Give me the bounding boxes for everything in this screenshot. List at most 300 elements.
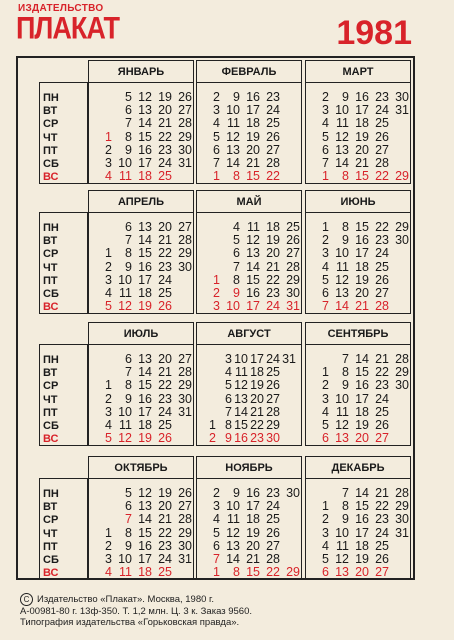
day-number: 9 [342, 90, 349, 104]
day-number: 25 [266, 365, 280, 380]
day-number: 12 [234, 378, 248, 393]
day-number: 30 [178, 538, 192, 553]
day-number: 30 [178, 391, 192, 406]
day-number: 29 [395, 499, 409, 514]
day-number: 1 [209, 418, 216, 432]
day-number: 1 [105, 378, 112, 393]
day-number: 12 [226, 129, 240, 144]
month-header-divider [196, 344, 302, 345]
day-number: 11 [119, 565, 132, 580]
month-header-divider [305, 344, 411, 345]
weekday-label: ПН [43, 92, 59, 104]
day-number: 9 [342, 233, 349, 248]
day-number: 14 [335, 156, 349, 170]
day-number: 21 [250, 404, 264, 419]
day-number: 16 [355, 233, 369, 248]
day-number: 29 [286, 565, 300, 580]
day-number: 4 [105, 418, 112, 432]
footer-line-2: А-00981-80 г. 13ф-350. Т. 1,2 млн. Ц. 3 к. Заказ 9560. [20, 606, 253, 617]
day-number: 17 [355, 391, 369, 406]
day-number: 16 [138, 391, 152, 406]
day-number: 11 [119, 169, 132, 184]
day-number: 25 [375, 404, 389, 419]
weekday-label: ЧТ [43, 393, 58, 406]
day-number: 9 [225, 431, 232, 446]
day-number: 14 [355, 486, 369, 500]
day-number: 3 [105, 272, 112, 287]
day-number: 20 [158, 103, 172, 118]
day-number: 9 [125, 538, 132, 553]
day-number: 10 [226, 103, 240, 118]
footer-line-1: Издательство «Плакат». Москва, 1980 г. [37, 594, 214, 606]
day-number: 9 [125, 391, 132, 406]
day-number: 23 [250, 431, 264, 446]
day-number: 8 [342, 365, 349, 380]
day-number: 2 [213, 286, 220, 300]
day-number: 8 [233, 169, 240, 184]
day-number: 9 [125, 259, 132, 274]
day-number: 6 [233, 246, 240, 261]
day-number: 12 [335, 418, 349, 432]
weekday-box [39, 344, 88, 446]
day-number: 3 [322, 103, 329, 118]
day-number: 3 [105, 156, 112, 170]
month-header-divider [88, 478, 194, 479]
month-name: АПРЕЛЬ [117, 196, 164, 208]
day-number: 12 [118, 299, 132, 314]
day-number: 5 [322, 418, 329, 432]
weekday-box [39, 82, 88, 184]
day-number: 23 [375, 378, 389, 393]
day-number: 1 [322, 499, 329, 514]
day-number: 25 [158, 565, 172, 580]
day-number: 1 [213, 565, 220, 580]
day-number: 31 [395, 525, 409, 540]
weekday-label: ВС [43, 301, 59, 314]
day-number: 31 [178, 156, 192, 170]
weekday-label: ПТ [43, 274, 58, 287]
weekday-label: СБ [43, 554, 59, 566]
day-number: 29 [178, 378, 192, 393]
day-number: 21 [158, 116, 172, 131]
day-number: 1 [322, 169, 329, 184]
day-number: 30 [266, 431, 280, 446]
day-number: 19 [246, 129, 260, 144]
weekday-label: ВС [43, 567, 59, 580]
day-number: 14 [226, 156, 240, 170]
day-number: 2 [105, 538, 112, 553]
day-number: 15 [355, 169, 369, 184]
day-number: 11 [227, 116, 240, 131]
day-number: 3 [213, 499, 220, 514]
day-number: 5 [322, 552, 329, 566]
weekday-label: ВТ [43, 367, 58, 380]
day-number: 30 [395, 233, 409, 248]
day-number: 22 [158, 246, 172, 261]
day-number: 24 [158, 272, 172, 287]
day-number: 22 [375, 499, 389, 514]
day-number: 13 [138, 499, 152, 514]
day-number: 19 [355, 129, 369, 144]
day-number: 3 [322, 246, 329, 261]
day-number: 9 [233, 90, 240, 104]
month-name: ИЮНЬ [340, 196, 376, 208]
day-number: 16 [355, 378, 369, 393]
day-number: 3 [213, 299, 220, 314]
day-number: 14 [335, 299, 349, 314]
footer-line-3: Типография издательства «Горьковская правда». [20, 617, 240, 628]
day-number: 8 [342, 499, 349, 514]
day-number: 22 [266, 169, 280, 184]
day-number: 26 [158, 299, 172, 314]
day-number: 8 [233, 272, 240, 287]
copyright-icon: С [20, 593, 33, 606]
day-number: 21 [375, 352, 389, 366]
day-number: 28 [178, 116, 192, 131]
day-number: 18 [246, 512, 260, 527]
day-number: 21 [355, 299, 369, 314]
day-number: 2 [209, 431, 216, 446]
day-number: 29 [266, 418, 280, 432]
day-number: 10 [226, 299, 240, 314]
day-number: 5 [125, 90, 132, 104]
day-number: 4 [233, 220, 240, 234]
day-number: 2 [105, 391, 112, 406]
day-number: 20 [246, 538, 260, 553]
day-number: 17 [355, 103, 369, 118]
day-number: 17 [138, 156, 152, 170]
day-number: 18 [355, 259, 369, 274]
day-number: 12 [226, 525, 240, 540]
day-number: 24 [158, 404, 172, 419]
day-number: 25 [375, 538, 389, 553]
day-number: 1 [322, 220, 329, 234]
day-number: 13 [226, 538, 240, 553]
weekday-label: СР [43, 514, 59, 527]
day-number: 11 [336, 404, 349, 419]
month-header-divider [88, 82, 194, 83]
day-number: 21 [246, 552, 260, 566]
day-number: 28 [266, 552, 280, 566]
month-header-divider [196, 212, 302, 213]
day-number: 10 [234, 352, 248, 366]
day-number: 28 [395, 486, 409, 500]
weekday-label: ВС [43, 433, 59, 446]
day-number: 25 [158, 418, 172, 432]
day-number: 27 [375, 142, 389, 157]
weekday-label: СР [43, 248, 59, 261]
day-number: 28 [375, 156, 389, 170]
day-number: 13 [226, 142, 240, 157]
footer-imprint [20, 593, 252, 628]
day-number: 5 [213, 129, 220, 144]
day-number: 4 [322, 259, 329, 274]
weekday-label: ЧТ [43, 527, 58, 540]
day-number: 26 [286, 233, 300, 248]
day-number: 19 [355, 272, 369, 287]
day-number: 15 [138, 525, 152, 540]
day-number: 2 [213, 90, 220, 104]
weekday-label: ЧТ [43, 261, 58, 274]
day-number: 4 [105, 565, 112, 580]
day-number: 18 [138, 286, 152, 300]
day-number: 14 [138, 365, 152, 380]
day-number: 12 [335, 552, 349, 566]
day-number: 20 [355, 286, 369, 300]
day-number: 5 [322, 129, 329, 144]
day-number: 11 [247, 220, 260, 234]
weekday-label: СБ [43, 288, 59, 300]
day-number: 19 [158, 90, 172, 104]
day-number: 6 [322, 286, 329, 300]
day-number: 20 [158, 352, 172, 366]
day-number: 29 [286, 272, 300, 287]
month-header-divider [305, 82, 411, 83]
day-number: 6 [225, 391, 232, 406]
day-number: 6 [322, 142, 329, 157]
day-number: 7 [342, 352, 349, 366]
day-number: 6 [213, 142, 220, 157]
day-number: 5 [105, 299, 112, 314]
day-number: 31 [282, 352, 296, 366]
day-number: 27 [266, 391, 280, 406]
day-number: 17 [246, 299, 260, 314]
day-number: 5 [125, 486, 132, 500]
day-number: 21 [158, 512, 172, 527]
day-number: 10 [118, 272, 132, 287]
day-number: 4 [105, 169, 112, 184]
day-number: 14 [355, 352, 369, 366]
day-number: 18 [246, 116, 260, 131]
day-number: 3 [225, 352, 232, 366]
day-number: 27 [375, 431, 389, 446]
weekday-label: СР [43, 380, 59, 393]
day-number: 3 [213, 103, 220, 118]
day-number: 24 [266, 352, 280, 366]
day-number: 31 [395, 103, 409, 118]
day-number: 28 [178, 233, 192, 248]
day-number: 3 [105, 404, 112, 419]
day-number: 11 [336, 259, 349, 274]
day-number: 11 [235, 365, 248, 380]
day-number: 30 [286, 486, 300, 500]
day-number: 7 [125, 233, 132, 248]
day-number: 26 [375, 418, 389, 432]
day-number: 18 [266, 220, 280, 234]
day-number: 13 [138, 220, 152, 234]
day-number: 19 [266, 233, 280, 248]
day-number: 11 [227, 512, 240, 527]
day-number: 3 [105, 552, 112, 566]
day-number: 30 [395, 512, 409, 527]
month-name: ДЕКАБРЬ [331, 462, 385, 474]
month-header-divider [88, 344, 194, 345]
day-number: 25 [266, 116, 280, 131]
day-number: 28 [178, 512, 192, 527]
month-name: ЯНВАРЬ [117, 66, 165, 78]
day-number: 7 [213, 156, 220, 170]
day-number: 17 [355, 525, 369, 540]
day-number: 19 [355, 418, 369, 432]
day-number: 5 [213, 525, 220, 540]
month-name: ОКТЯБРЬ [114, 462, 168, 474]
day-number: 2 [105, 259, 112, 274]
day-number: 6 [322, 565, 329, 580]
day-number: 4 [322, 538, 329, 553]
day-number: 26 [266, 378, 280, 393]
day-number: 24 [158, 552, 172, 566]
day-number: 17 [138, 272, 152, 287]
day-number: 28 [375, 299, 389, 314]
day-number: 23 [375, 90, 389, 104]
month-name: МАРТ [342, 66, 374, 78]
day-number: 19 [246, 525, 260, 540]
day-number: 15 [355, 499, 369, 514]
weekday-label: ПН [43, 488, 59, 500]
day-number: 27 [266, 142, 280, 157]
day-number: 10 [118, 552, 132, 566]
day-number: 10 [226, 499, 240, 514]
day-number: 31 [178, 552, 192, 566]
day-number: 15 [246, 272, 260, 287]
day-number: 21 [158, 233, 172, 248]
day-number: 11 [336, 538, 349, 553]
day-number: 16 [246, 90, 260, 104]
day-number: 18 [355, 538, 369, 553]
day-number: 23 [266, 286, 280, 300]
weekday-label: ВТ [43, 105, 58, 118]
day-number: 27 [178, 499, 192, 514]
day-number: 25 [158, 286, 172, 300]
day-number: 1 [322, 365, 329, 380]
month-name: ФЕВРАЛЬ [221, 66, 277, 78]
day-number: 9 [233, 286, 240, 300]
day-number: 22 [158, 129, 172, 144]
day-number: 20 [355, 142, 369, 157]
day-number: 4 [322, 404, 329, 419]
day-number: 22 [158, 525, 172, 540]
day-number: 1 [213, 169, 220, 184]
day-number: 22 [375, 220, 389, 234]
month-name: МАЙ [236, 196, 262, 208]
day-number: 25 [286, 220, 300, 234]
day-number: 14 [138, 116, 152, 131]
day-number: 27 [375, 565, 389, 580]
day-number: 1 [105, 525, 112, 540]
weekday-label: СБ [43, 420, 59, 432]
day-number: 10 [335, 525, 349, 540]
day-number: 26 [178, 90, 192, 104]
weekday-label: ВТ [43, 501, 58, 514]
day-number: 25 [375, 116, 389, 131]
day-number: 1 [213, 272, 220, 287]
weekday-label: ПТ [43, 540, 58, 553]
day-number: 26 [375, 552, 389, 566]
day-number: 18 [138, 565, 152, 580]
day-number: 22 [375, 169, 389, 184]
day-number: 24 [266, 499, 280, 514]
weekday-label: ПН [43, 354, 59, 366]
day-number: 2 [322, 90, 329, 104]
day-number: 14 [138, 233, 152, 248]
day-number: 2 [322, 512, 329, 527]
weekday-label: ПТ [43, 144, 58, 157]
day-number: 21 [246, 156, 260, 170]
day-number: 1 [105, 246, 112, 261]
day-number: 12 [335, 129, 349, 144]
day-number: 15 [138, 246, 152, 261]
month-name: ИЮЛЬ [123, 328, 159, 340]
day-number: 16 [138, 259, 152, 274]
day-number: 20 [250, 391, 264, 406]
day-number: 10 [118, 404, 132, 419]
day-number: 14 [226, 552, 240, 566]
day-number: 26 [266, 129, 280, 144]
day-number: 4 [225, 365, 232, 380]
day-number: 24 [375, 391, 389, 406]
day-number: 19 [138, 431, 152, 446]
weekday-label: ВС [43, 171, 59, 184]
day-number: 7 [322, 299, 329, 314]
day-number: 26 [158, 431, 172, 446]
day-number: 23 [266, 486, 280, 500]
day-number: 8 [342, 220, 349, 234]
day-number: 11 [119, 418, 132, 432]
day-number: 20 [158, 499, 172, 514]
day-number: 7 [125, 512, 132, 527]
day-number: 29 [178, 246, 192, 261]
day-number: 17 [250, 352, 264, 366]
day-number: 23 [158, 142, 172, 157]
day-number: 14 [234, 404, 248, 419]
day-number: 26 [266, 525, 280, 540]
day-number: 28 [286, 259, 300, 274]
day-number: 14 [138, 512, 152, 527]
day-number: 23 [375, 233, 389, 248]
day-number: 13 [138, 103, 152, 118]
day-number: 7 [125, 116, 132, 131]
day-number: 14 [246, 259, 260, 274]
day-number: 6 [125, 103, 132, 118]
day-number: 10 [335, 391, 349, 406]
day-number: 24 [375, 246, 389, 261]
day-number: 5 [225, 378, 232, 393]
day-number: 22 [250, 418, 264, 432]
day-number: 13 [335, 142, 349, 157]
day-number: 2 [213, 486, 220, 500]
day-number: 16 [355, 512, 369, 527]
day-number: 21 [355, 156, 369, 170]
day-number: 12 [118, 431, 132, 446]
day-number: 9 [342, 378, 349, 393]
day-number: 16 [246, 286, 260, 300]
day-number: 5 [233, 233, 240, 248]
day-number: 17 [138, 552, 152, 566]
day-number: 9 [233, 486, 240, 500]
day-number: 31 [286, 299, 300, 314]
day-number: 7 [213, 552, 220, 566]
day-number: 4 [213, 512, 220, 527]
day-number: 17 [246, 103, 260, 118]
day-number: 21 [375, 486, 389, 500]
day-number: 27 [266, 538, 280, 553]
day-number: 10 [335, 103, 349, 118]
day-number: 27 [178, 103, 192, 118]
day-number: 13 [335, 565, 349, 580]
day-number: 15 [246, 565, 260, 580]
day-number: 22 [266, 565, 280, 580]
day-number: 6 [125, 352, 132, 366]
